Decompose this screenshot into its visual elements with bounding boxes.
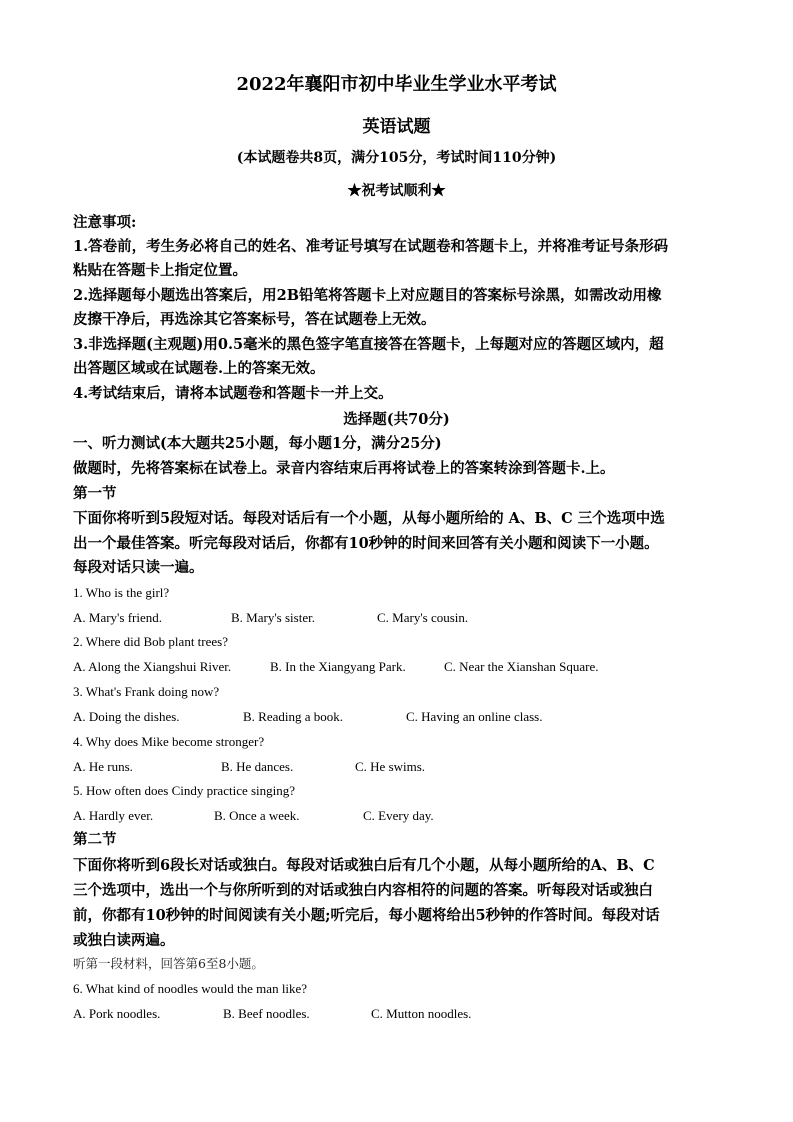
- option-c: C. Mary's cousin.: [377, 610, 469, 625]
- option-a: A. He runs.: [73, 759, 133, 774]
- exam-subtitle: 英语试题: [362, 117, 431, 137]
- section2-instruction-line: 前，你都有10秒钟的时间阅读有关小题;听完后，每小题将给出5秒钟的作答时间。每段对话: [73, 907, 660, 924]
- option-b: B. Reading a book.: [243, 709, 344, 724]
- option-b: B. Beef noodles.: [223, 1006, 310, 1021]
- section-heading: 选择题(共70分): [343, 411, 450, 428]
- notice-line: 4.考试结束后，请将本试题卷和答题卡一并上交。: [73, 385, 393, 402]
- section1-heading: 第一节: [73, 485, 117, 502]
- section2-instruction-line: 三个选项中，选出一个与你所听到的对话或独白内容相符的问题的答案。听每段对话或独白: [73, 882, 653, 899]
- exam-title: 2022年襄阳市初中毕业生学业水平考试: [236, 74, 557, 95]
- option-a: A. Doing the dishes.: [73, 709, 180, 724]
- question-text: 3. What's Frank doing now?: [73, 684, 220, 699]
- exam-info: (本试题卷共8页，满分105分，考试时间110分钟): [236, 150, 557, 166]
- option-a: A. Mary's friend.: [73, 610, 162, 625]
- notice-line: 皮擦干净后，再选涂其它答案标号，答在试题卷上无效。: [73, 311, 436, 328]
- section2-instruction-line: 下面你将听到6段长对话或独白。每段对话或独白后有几个小题，从每小题所给的A、B、C: [73, 857, 655, 874]
- blessing-line: ★祝考试顺利★: [347, 183, 446, 199]
- section2-instruction-line: 或独白读两遍。: [73, 932, 175, 949]
- question-text: 1. Who is the girl?: [73, 585, 170, 600]
- option-c: C. Mutton noodles.: [371, 1006, 472, 1021]
- option-c: C. He swims.: [355, 759, 426, 774]
- listening-note: 听第一段材料，回答第6至8小题。: [73, 956, 264, 971]
- section1-instruction-line: 每段对话只读一遍。: [73, 559, 204, 576]
- option-b: B. Once a week.: [214, 808, 300, 823]
- notice-line: 1.答卷前，考生务必将自己的姓名、准考证号填写在试题卷和答题卡上，并将准考证号条形码: [73, 238, 669, 255]
- part1-title: 一、听力测试(本大题共25小题，每小题1分，满分25分): [73, 435, 442, 452]
- option-a: A. Pork noodles.: [73, 1006, 161, 1021]
- option-c: C. Having an online class.: [406, 709, 543, 724]
- section2-heading: 第二节: [73, 831, 117, 848]
- question-text: 4. Why does Mike become stronger?: [73, 734, 265, 749]
- section1-instruction-line: 下面你将听到5段短对话。每段对话后有一个小题，从每小题所给的 A、B、C 三个选项中选: [73, 510, 665, 527]
- question-text: 6. What kind of noodles would the man like?: [73, 981, 308, 996]
- notice-line: 2.选择题每小题选出答案后，用2B铅笔将答题卡上对应题目的答案标号涂黑，如需改动用橡: [73, 287, 662, 304]
- question-text: 5. How often does Cindy practice singing?: [73, 783, 296, 798]
- option-b: B. He dances.: [221, 759, 294, 774]
- notice-line: 粘贴在答题卡上指定位置。: [73, 262, 247, 279]
- notice-line: 3.非选择题(主观题)用0.5毫米的黑色签字笔直接答在答题卡，上每题对应的答题区域内，超: [73, 336, 664, 353]
- option-b: B. Mary's sister.: [231, 610, 315, 625]
- section1-instruction-line: 出一个最佳答案。听完每段对话后，你都有10秒钟的时间来回答有关小题和阅读下一小题。: [73, 535, 659, 552]
- option-c: C. Near the Xianshan Square.: [444, 659, 599, 674]
- notice-line: 出答题区域或在试题卷.上的答案无效。: [73, 360, 325, 377]
- question-text: 2. Where did Bob plant trees?: [73, 634, 228, 649]
- option-c: C. Every day.: [363, 808, 434, 823]
- option-b: B. In the Xiangyang Park.: [270, 659, 406, 674]
- option-a: A. Along the Xiangshui River.: [73, 659, 232, 674]
- part1-instruction: 做题时，先将答案标在试卷上。录音内容结束后再将试卷上的答案转涂到答题卡.上。: [73, 460, 615, 477]
- option-a: A. Hardly ever.: [73, 808, 154, 823]
- notice-heading: 注意事项:: [73, 214, 137, 231]
